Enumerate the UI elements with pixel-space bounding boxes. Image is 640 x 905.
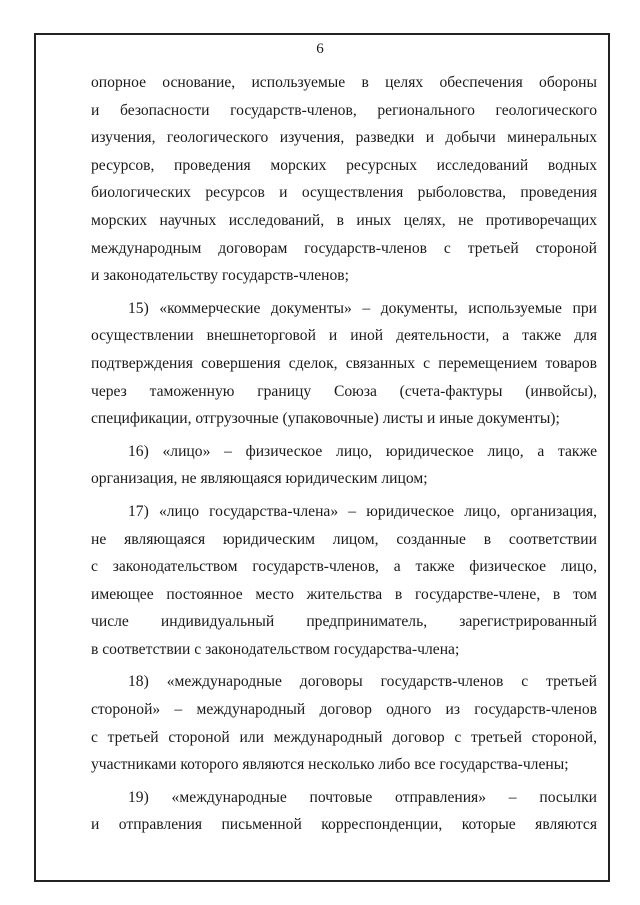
- text-line: международным договорам государств-членов с третьей стороной: [91, 239, 597, 257]
- text-line: и безопасности государств-членов, регионального геологического: [91, 101, 597, 119]
- text-line: имеющее постоянное место жительства в государстве-члене, в том: [91, 585, 597, 603]
- text-line: биологических ресурсов и осуществления рыболовства, проведения: [91, 184, 597, 202]
- text-line: 15) «коммерческие документы» – документы, используемые при: [128, 299, 597, 317]
- paragraph: [91, 498, 597, 664]
- text-line: не являющаяся юридическим лицом, созданные в соответствии: [91, 530, 597, 548]
- text-line: в соответствии с законодательством государства-члена;: [91, 640, 460, 658]
- text-line: спецификации, отгрузочные (упаковочные) листы и иные документы);: [91, 410, 560, 428]
- page-number: 6: [316, 41, 324, 57]
- text-line: с третьей стороной или международный договор с третьей стороной,: [91, 728, 597, 746]
- text-line: стороной» – международный договор одного из государств-членов: [91, 701, 597, 719]
- text-line: организация, не являющаяся юридическим лицом;: [91, 470, 428, 488]
- text-line: 19) «международные почтовые отправления» – посылки: [128, 788, 597, 806]
- text-line: ресурсов, проведения морских ресурсных исследований водных: [91, 156, 597, 174]
- text-line: 17) «лицо государства-члена» – юридическое лицо, организация,: [128, 502, 597, 520]
- text-line: 18) «международные договоры государств-членов с третьей: [128, 673, 597, 691]
- text-line: и отправления письменной корреспонденции, которые являются: [91, 816, 597, 834]
- text-line: осуществлении внешнеторговой и иной деятельности, а также для: [91, 327, 597, 345]
- paragraph: [91, 295, 597, 433]
- text-line: через таможенную границу Союза (счета-фактуры (инвойсы),: [91, 382, 597, 400]
- text-line: 16) «лицо» – физическое лицо, юридическое лицо, а также: [128, 442, 597, 460]
- text-line: участниками которого являются несколько либо все государства-члены;: [91, 756, 569, 774]
- text-line: подтверждения совершения сделок, связанных с перемещением товаров: [91, 354, 597, 372]
- text-line: числе индивидуальный предприниматель, зарегистрированный: [91, 613, 597, 631]
- text-line: опорное основание, используемые в целях обеспечения обороны: [91, 74, 597, 91]
- text-line: с законодательством государств-членов, а также физическое лицо,: [91, 558, 597, 576]
- paragraph: [91, 668, 597, 778]
- paragraph: [91, 784, 597, 839]
- document-body: [91, 69, 597, 839]
- text-line: морских научных исследований, в иных целях, не противоречащих: [91, 211, 597, 229]
- text-line: изучения, геологического изучения, разведки и добычи минеральных: [91, 129, 597, 147]
- paragraph: [91, 438, 597, 493]
- paragraph: [91, 69, 597, 290]
- text-line: и законодательству государств-членов;: [91, 267, 349, 285]
